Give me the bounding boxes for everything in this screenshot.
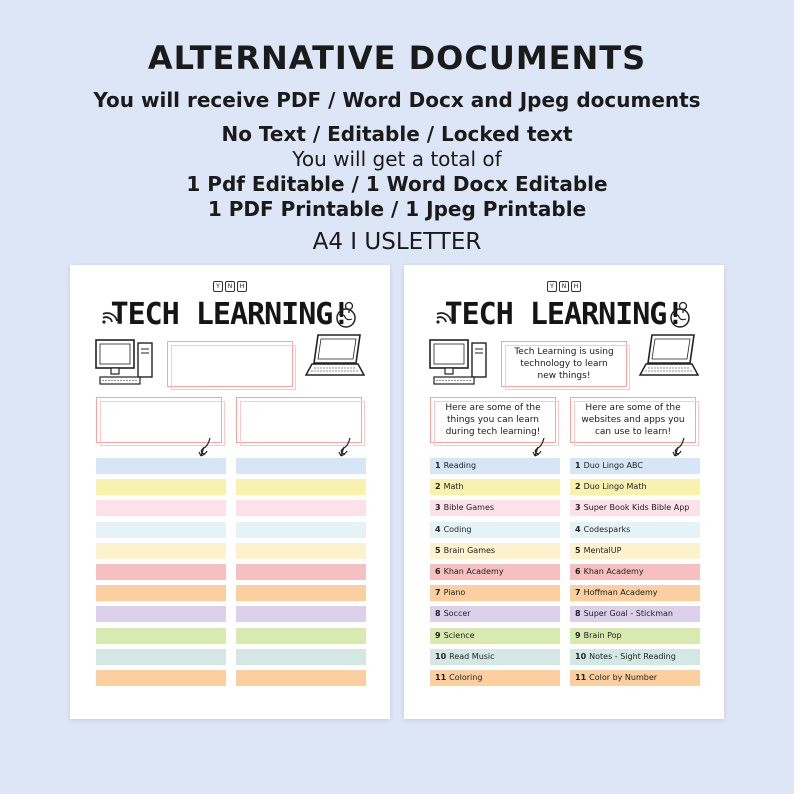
item-label: MentalUP <box>583 545 622 555</box>
item-number: 7 <box>435 588 441 598</box>
things-list <box>430 458 560 691</box>
item-label: Super Book Kids Bible App <box>583 503 690 513</box>
curly-arrow-icon <box>198 437 214 459</box>
item-number: 2 <box>575 482 581 492</box>
item-number: 10 <box>575 651 587 661</box>
blank-row <box>96 606 226 622</box>
subtitle-printable: 1 PDF Printable / 1 Jpeg Printable <box>207 197 587 221</box>
subtitle-total: You will get a total of <box>292 147 502 171</box>
left_items-item <box>430 649 560 665</box>
key-icon: N <box>559 281 569 292</box>
blank-row <box>236 479 366 495</box>
globe-icon <box>668 301 692 329</box>
apps-list <box>570 458 700 691</box>
blank-row <box>236 543 366 559</box>
item-label: Notes - Sight Reading <box>589 651 676 661</box>
blank-row <box>236 500 366 516</box>
key-icon: N <box>225 281 235 292</box>
blank-row <box>236 606 366 622</box>
blank-row <box>96 458 226 474</box>
item-label: Coloring <box>449 672 483 682</box>
left_items-item <box>430 479 560 495</box>
right_items-item <box>570 564 700 580</box>
item-number: 5 <box>575 545 581 555</box>
blank-row <box>96 522 226 538</box>
item-label: Math <box>443 482 464 492</box>
right_items-item <box>570 649 700 665</box>
item-number: 3 <box>575 503 581 513</box>
item-number: 6 <box>575 566 581 576</box>
item-label: Read Music <box>449 651 495 661</box>
blank-row <box>236 670 366 686</box>
subtitle-formats: You will receive PDF / Word Docx and Jpeg documents <box>93 88 701 112</box>
intro-box: Tech Learning is using technology to learn new things! <box>501 341 627 387</box>
key-icon: Y <box>213 281 223 292</box>
item-label: Duo Lingo ABC <box>583 461 643 470</box>
keyboard-keys-icon <box>213 281 249 293</box>
item-label: Soccer <box>443 609 471 619</box>
right_items-item <box>570 458 700 474</box>
globe-icon <box>334 301 358 329</box>
laptop-icon <box>638 331 700 381</box>
item-number: 2 <box>435 482 441 492</box>
page-title: ALTERNATIVE DOCUMENTS <box>147 39 647 77</box>
item-label: Coding <box>443 524 472 534</box>
item-label: Khan Academy <box>443 566 504 576</box>
left_items-item <box>430 628 560 644</box>
item-number: 6 <box>435 566 441 576</box>
item-label: Reading <box>443 461 477 470</box>
curly-arrow-icon <box>338 437 354 459</box>
left_items-item <box>430 670 560 686</box>
curly-arrow-icon <box>672 437 688 459</box>
item-label: Khan Academy <box>583 566 644 576</box>
blank-rows-left <box>96 458 226 691</box>
item-label: Brain Games <box>443 545 496 555</box>
item-number: 1 <box>575 461 581 470</box>
desktop-computer-icon <box>94 337 156 387</box>
item-number: 3 <box>435 503 441 513</box>
blank-row <box>236 649 366 665</box>
right_items-item <box>570 500 700 516</box>
blank-row <box>96 585 226 601</box>
right_items-item <box>570 585 700 601</box>
blank-row <box>96 479 226 495</box>
right_items-item <box>570 670 700 686</box>
worksheet-title: TECH LEARNING! <box>110 297 350 332</box>
right_items-item <box>570 479 700 495</box>
right_items-item <box>570 543 700 559</box>
subtitle-paper-size: A4 I USLETTER <box>312 229 482 255</box>
blank-row <box>236 585 366 601</box>
key-icon: H <box>237 281 247 292</box>
blank-row <box>236 628 366 644</box>
intro-box <box>167 341 293 387</box>
item-number: 11 <box>575 672 587 682</box>
desktop-computer-icon <box>428 337 490 387</box>
blank-worksheet-preview <box>70 265 390 719</box>
item-number: 11 <box>435 672 447 682</box>
right_items-item <box>570 606 700 622</box>
blank-row <box>96 500 226 516</box>
item-number: 5 <box>435 545 441 555</box>
left_items-item <box>430 522 560 538</box>
item-label: Piano <box>443 588 466 598</box>
item-number: 9 <box>575 630 581 640</box>
right_items-item <box>570 628 700 644</box>
item-label: Hoffman Academy <box>583 588 658 598</box>
item-number: 9 <box>435 630 441 640</box>
subtitle-options: No Text / Editable / Locked text <box>221 122 573 146</box>
left_items-item <box>430 543 560 559</box>
item-label: Science <box>443 630 475 640</box>
item-number: 8 <box>435 609 441 619</box>
item-number: 8 <box>575 609 581 619</box>
blank-row <box>96 543 226 559</box>
laptop-icon <box>304 331 366 381</box>
apps-heading-box: Here are some of the websites and apps you can use to learn! <box>570 397 696 443</box>
item-label: Color by Number <box>589 672 658 682</box>
left_items-item <box>430 564 560 580</box>
curly-arrow-icon <box>532 437 548 459</box>
item-label: Codesparks <box>583 524 631 534</box>
left_items-item <box>430 606 560 622</box>
blank-row <box>96 564 226 580</box>
blank-row <box>96 649 226 665</box>
item-number: 7 <box>575 588 581 598</box>
left_items-item <box>430 585 560 601</box>
item-number: 4 <box>575 524 581 534</box>
blank-rows-right <box>236 458 366 691</box>
left_items-item <box>430 458 560 474</box>
blank-row <box>236 522 366 538</box>
item-number: 10 <box>435 651 447 661</box>
item-number: 1 <box>435 461 441 470</box>
key-icon: Y <box>547 281 557 292</box>
item-number: 4 <box>435 524 441 534</box>
blank-row <box>96 628 226 644</box>
item-label: Brain Pop <box>583 630 622 640</box>
blank-row <box>236 564 366 580</box>
item-label: Bible Games <box>443 503 495 513</box>
key-icon: H <box>571 281 581 292</box>
blank-row <box>96 670 226 686</box>
item-label: Super Goal - Stickman <box>583 609 673 619</box>
subtitle-editable: 1 Pdf Editable / 1 Word Docx Editable <box>186 172 608 196</box>
keyboard-keys-icon <box>547 281 583 293</box>
blank-row <box>236 458 366 474</box>
item-label: Duo Lingo Math <box>583 482 647 492</box>
filled-worksheet-preview <box>404 265 724 719</box>
right_items-item <box>570 522 700 538</box>
worksheet-title: TECH LEARNING! <box>444 297 684 332</box>
things-heading-box: Here are some of the things you can learn during tech learning! <box>430 397 556 443</box>
left_items-item <box>430 500 560 516</box>
